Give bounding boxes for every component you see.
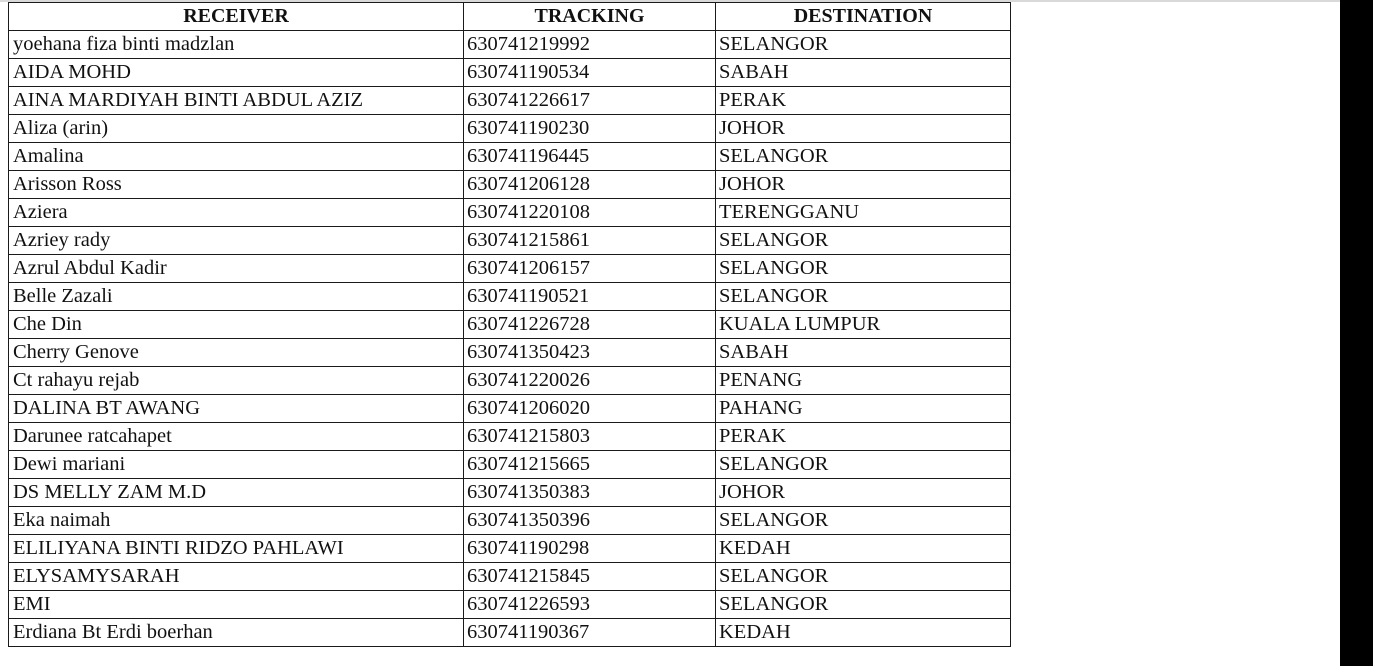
receiver-cell: Aliza (arin) — [9, 115, 464, 143]
table-row — [9, 423, 1011, 451]
destination-cell: PERAK — [716, 87, 1011, 115]
destination-cell: KUALA LUMPUR — [716, 311, 1011, 339]
receiver-cell: Ct rahayu rejab — [9, 367, 464, 395]
destination-cell: JOHOR — [716, 171, 1011, 199]
tracking-number-cell: 630741350383 — [464, 479, 716, 507]
receiver-cell: DALINA BT AWANG — [9, 395, 464, 423]
receiver-cell: Dewi mariani — [9, 451, 464, 479]
table-body — [9, 31, 1011, 647]
destination-cell: PENANG — [716, 367, 1011, 395]
destination-cell: SELANGOR — [716, 507, 1011, 535]
destination-cell: SELANGOR — [716, 143, 1011, 171]
destination-column-header: DESTINATION — [716, 3, 1011, 31]
table-row — [9, 619, 1011, 647]
tracking-number-cell: 630741190521 — [464, 283, 716, 311]
destination-cell: SELANGOR — [716, 255, 1011, 283]
tracking-number-cell: 630741190298 — [464, 535, 716, 563]
shipment-table — [8, 2, 1011, 647]
receiver-cell: EMI — [9, 591, 464, 619]
tracking-number-cell: 630741220108 — [464, 199, 716, 227]
table-row — [9, 367, 1011, 395]
destination-cell: SABAH — [716, 59, 1011, 87]
tracking-number-cell: 630741350423 — [464, 339, 716, 367]
tracking-number-cell: 630741226593 — [464, 591, 716, 619]
tracking-number-cell: 630741206128 — [464, 171, 716, 199]
destination-cell: SELANGOR — [716, 563, 1011, 591]
table-row — [9, 591, 1011, 619]
tracking-number-cell: 630741196445 — [464, 143, 716, 171]
tracking-number-cell: 630741206157 — [464, 255, 716, 283]
tracking-number-cell: 630741215665 — [464, 451, 716, 479]
table-row — [9, 59, 1011, 87]
receiver-cell: Aziera — [9, 199, 464, 227]
table-row — [9, 227, 1011, 255]
receiver-cell: AINA MARDIYAH BINTI ABDUL AZIZ — [9, 87, 464, 115]
table-row — [9, 255, 1011, 283]
destination-cell: TERENGGANU — [716, 199, 1011, 227]
destination-cell: SELANGOR — [716, 451, 1011, 479]
tracking-number-cell: 630741219992 — [464, 31, 716, 59]
destination-cell: KEDAH — [716, 535, 1011, 563]
receiver-cell: Arisson Ross — [9, 171, 464, 199]
destination-cell: PERAK — [716, 423, 1011, 451]
receiver-cell: Amalina — [9, 143, 464, 171]
destination-cell: JOHOR — [716, 115, 1011, 143]
table-row — [9, 563, 1011, 591]
tracking-number-cell: 630741190367 — [464, 619, 716, 647]
tracking-number-cell: 630741226728 — [464, 311, 716, 339]
header-row — [9, 3, 1011, 31]
tracking-number-cell: 630741226617 — [464, 87, 716, 115]
receiver-cell: AIDA MOHD — [9, 59, 464, 87]
destination-cell: KEDAH — [716, 619, 1011, 647]
receiver-cell: Cherry Genove — [9, 339, 464, 367]
table-row — [9, 395, 1011, 423]
tracking-number-cell: 630741206020 — [464, 395, 716, 423]
table-row — [9, 143, 1011, 171]
receiver-cell: Belle Zazali — [9, 283, 464, 311]
tracking-number-cell: 630741350396 — [464, 507, 716, 535]
tracking-number-cell: 630741190534 — [464, 59, 716, 87]
table-row — [9, 87, 1011, 115]
receiver-cell: Erdiana Bt Erdi boerhan — [9, 619, 464, 647]
table-row — [9, 171, 1011, 199]
destination-cell: SELANGOR — [716, 591, 1011, 619]
table-row — [9, 507, 1011, 535]
tracking-column-header: TRACKING — [464, 3, 716, 31]
right-edge-panel — [1340, 0, 1373, 666]
tracking-number-cell: 630741220026 — [464, 367, 716, 395]
destination-cell: JOHOR — [716, 479, 1011, 507]
destination-cell: SELANGOR — [716, 227, 1011, 255]
table-row — [9, 535, 1011, 563]
receiver-cell: Eka naimah — [9, 507, 464, 535]
table-row — [9, 283, 1011, 311]
tracking-number-cell: 630741190230 — [464, 115, 716, 143]
table-row — [9, 115, 1011, 143]
table-row — [9, 199, 1011, 227]
table-row — [9, 311, 1011, 339]
table-row — [9, 31, 1011, 59]
destination-cell: SELANGOR — [716, 31, 1011, 59]
destination-cell: SABAH — [716, 339, 1011, 367]
receiver-cell: Darunee ratcahapet — [9, 423, 464, 451]
table-row — [9, 451, 1011, 479]
table-row — [9, 339, 1011, 367]
receiver-cell: yoehana fiza binti madzlan — [9, 31, 464, 59]
tracking-number-cell: 630741215803 — [464, 423, 716, 451]
receiver-column-header: RECEIVER — [9, 3, 464, 31]
table-row — [9, 479, 1011, 507]
tracking-number-cell: 630741215845 — [464, 563, 716, 591]
destination-cell: SELANGOR — [716, 283, 1011, 311]
receiver-cell: Azriey rady — [9, 227, 464, 255]
receiver-cell: ELILIYANA BINTI RIDZO PAHLAWI — [9, 535, 464, 563]
destination-cell: PAHANG — [716, 395, 1011, 423]
receiver-cell: ELYSAMYSARAH — [9, 563, 464, 591]
receiver-cell: DS MELLY ZAM M.D — [9, 479, 464, 507]
receiver-cell: Che Din — [9, 311, 464, 339]
tracking-number-cell: 630741215861 — [464, 227, 716, 255]
receiver-cell: Azrul Abdul Kadir — [9, 255, 464, 283]
